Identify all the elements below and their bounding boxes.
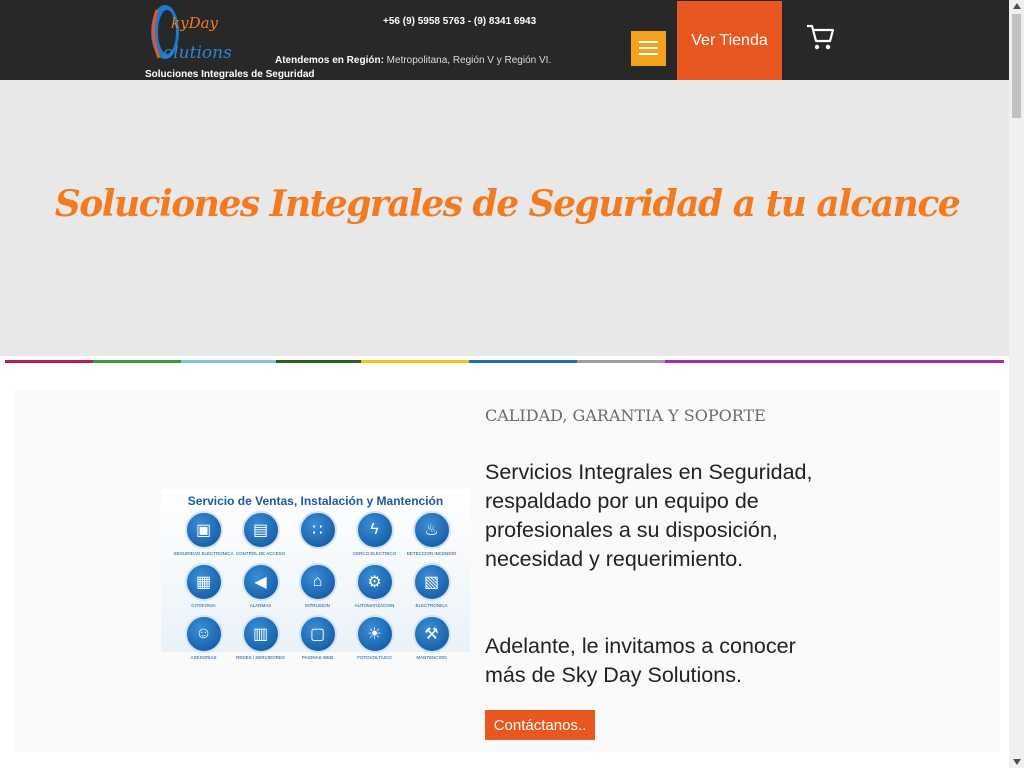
contact-button[interactable]: Contáctanos.. [485,710,595,740]
promo-item [175,511,232,557]
promo-item [403,615,460,661]
color-segment [5,360,93,363]
scroll-thumb[interactable] [1012,14,1021,118]
scroll-down-arrow-icon[interactable] [1013,759,1021,765]
promo-item [289,615,346,661]
promo-item [232,563,289,609]
gears-icon: ⚙ [356,563,394,601]
promo-item [403,511,460,557]
color-segment [181,360,276,363]
siren-icon: ◀ [242,563,280,601]
promo-item-label: SEGURIDAD ELECTRONICA [173,551,234,556]
server-icon: ▥ [242,615,280,653]
promo-item [232,511,289,557]
promo-item-label: AUTOMATIZACION [354,603,395,608]
site-header [0,0,1009,80]
promo-item-label: FOTOVOLTAICO [357,655,392,660]
promo-item [346,563,403,609]
hero-banner [0,80,1009,356]
promo-item [289,563,346,609]
promo-item-label: CONTROL DE ACCESO [235,551,286,556]
promo-item [346,615,403,661]
scrollbar[interactable] [1009,0,1024,768]
scroll-up-arrow-icon[interactable] [1013,3,1021,9]
color-segment [665,360,1004,363]
hero-title: Soluciones Integrales de Seguridad a tu alcance [54,183,960,225]
tools-icon: ⚒ [413,615,451,653]
phone-numbers[interactable]: +56 (9) 5958 5763 - (9) 8341 6943 [383,16,537,27]
promo-item [289,511,346,557]
svg-text:kyDay: kyDay [171,14,219,32]
solar-icon: ☀ [356,615,394,653]
promo-item-label: ASESORIAS [190,655,217,660]
lock-icon: ▧ [413,563,451,601]
color-segment [361,360,469,363]
promo-item [232,615,289,661]
shop-button-wrap [677,1,782,89]
promo-item [346,511,403,557]
region-label: Atendemos en Región: [275,55,384,66]
services-promo-image [161,489,470,660]
promo-item-label: ELECTRONICA [415,603,448,608]
promo-item-label: PAGINAS WEB [301,655,334,660]
promo-item-label: MANTENCION [416,655,447,660]
color-segment [93,360,181,363]
promo-item-label: ALARMAS [249,603,272,608]
region-value: Metropolitana, Región V y Región VI. [383,55,552,66]
section-kicker: CALIDAD, GARANTIA Y SOPORTE [485,406,766,425]
invite-paragraph: Adelante, le invitamos a conocer más de Sky Day Solutions. [485,634,796,687]
promo-item [403,563,460,609]
cart-icon[interactable] [805,22,835,52]
intro-paragraph: Servicios Integrales en Seguridad, respaldado por un equipo de profesionales a su disposición, necesidad y requerimiento. [485,460,813,571]
color-segment [469,360,577,363]
ver-tienda-button[interactable]: Ver Tienda [677,1,782,81]
promo-icon-grid [175,511,460,661]
bolt-icon: ϟ [356,511,394,549]
color-divider [5,360,1004,363]
promo-item [175,563,232,609]
color-segment [577,360,665,363]
house-icon: ⌂ [299,563,337,601]
color-segment [276,360,361,363]
menu-button[interactable] [631,31,666,66]
camera-icon: ▣ [185,511,223,549]
keypad-icon: ∷ [299,511,337,549]
presenter-icon: ☺ [185,615,223,653]
promo-item-label: DETECCION INCENDIO [406,551,457,556]
web-icon: ▢ [299,615,337,653]
logo[interactable] [145,0,232,66]
svg-text:olutions: olutions [163,43,232,63]
promo-title: Servicio de Ventas, Instalación y Mantención [187,494,444,508]
access-icon: ▤ [242,511,280,549]
hamburger-icon [639,41,658,43]
promo-item-label: CERCO ELECTRICO [352,551,397,556]
promo-item-label: REDES / SERVIDORES [236,655,285,660]
promo-item-label: INTRUSION [305,603,330,608]
fire-icon: ♨ [413,511,451,549]
intercom-icon: ▦ [185,563,223,601]
logo-subtitle: Soluciones Integrales de Seguridad [145,69,315,80]
promo-item [175,615,232,661]
promo-item-label: CITOFONIA [191,603,216,608]
region-text [275,55,551,66]
